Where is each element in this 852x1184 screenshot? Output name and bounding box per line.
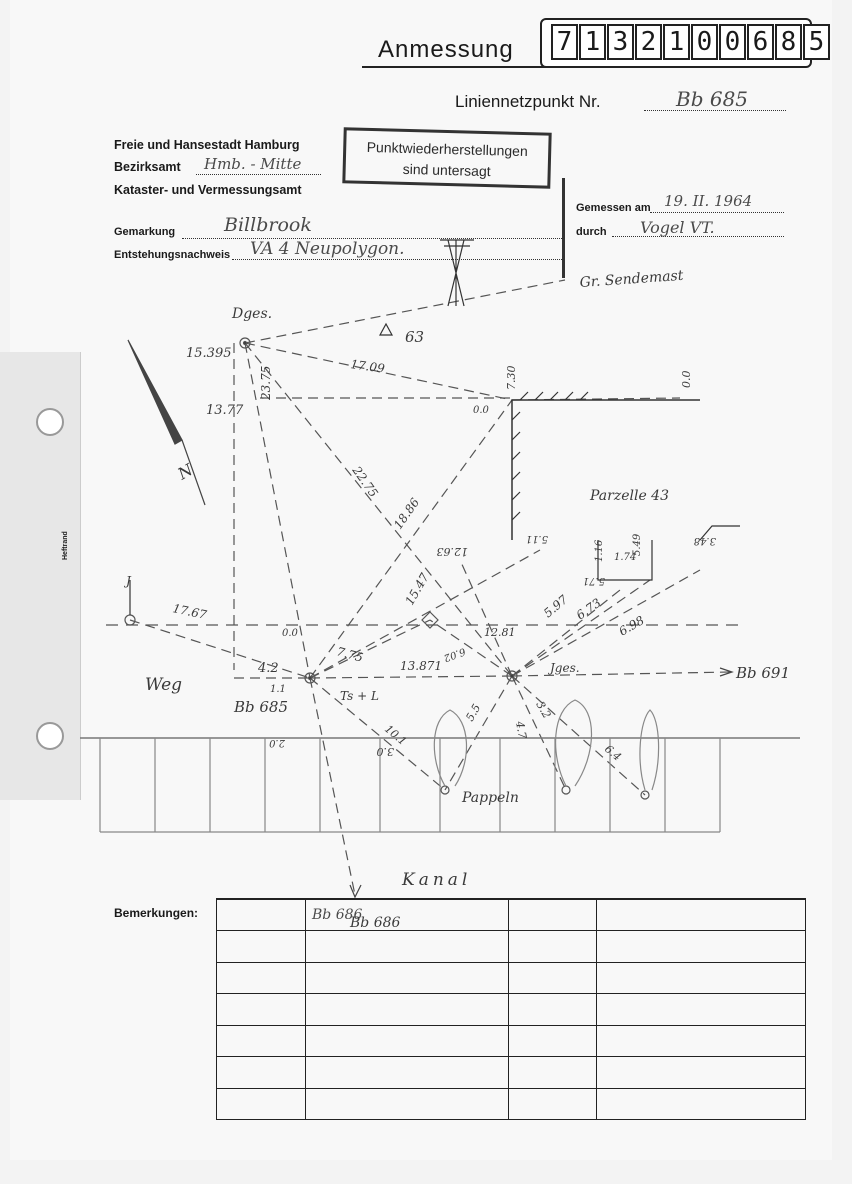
measure-20: 2.0	[269, 737, 285, 748]
ray-pappel-1b	[445, 676, 512, 790]
label-j: J	[126, 574, 131, 588]
remarks-label: Bemerkungen:	[114, 906, 199, 920]
office-line-1: Freie und Hansestadt Hamburg	[114, 138, 300, 152]
table-row	[217, 931, 806, 962]
table-cell	[306, 962, 509, 993]
poplar-tree-icon	[640, 710, 659, 790]
table-cell	[597, 899, 806, 931]
id-digit: 0	[691, 24, 718, 60]
table-cell	[597, 1025, 806, 1056]
gemessen-label: Gemessen am	[576, 202, 651, 214]
ray-1886	[310, 400, 512, 678]
table-cell: Bb 686	[306, 899, 509, 931]
parcel-hatch-left	[512, 412, 520, 520]
table-cell	[217, 1088, 306, 1119]
measure-571: 5.71	[582, 575, 605, 586]
id-digit: 1	[579, 24, 606, 60]
ray-pappel-3	[512, 676, 645, 795]
ray-698	[512, 570, 700, 676]
label-triangle-63: 63	[405, 328, 425, 346]
measure-775: 7.75	[335, 644, 365, 665]
measure-47: 4.7	[513, 720, 529, 740]
label-bb686: Bb 686	[350, 915, 401, 931]
label-sendemast: Gr. Sendemast	[579, 267, 684, 291]
measure-174: 1.74	[614, 552, 637, 563]
table-cell	[217, 931, 306, 962]
north-arrow-icon	[128, 340, 182, 444]
measure-13871: 13.871	[400, 659, 442, 673]
id-digit: 8	[775, 24, 802, 60]
durch-value: Vogel VT.	[640, 218, 715, 237]
triangle-point-icon	[380, 324, 392, 335]
measure-1767: 17.67	[171, 601, 208, 623]
entstehung-value: VA 4 Neupolygon.	[250, 239, 405, 259]
label-north: N	[174, 460, 197, 484]
table-cell	[597, 931, 806, 962]
poplar-tree-icon	[434, 710, 466, 786]
measure-348: 3.48	[693, 535, 716, 546]
id-digit: 6	[747, 24, 774, 60]
measure-00a: 0.0	[680, 370, 693, 388]
remarks-table	[216, 898, 806, 1120]
table-cell	[306, 1025, 509, 1056]
table-row	[217, 899, 806, 931]
measure-42: 4.2	[258, 661, 279, 676]
stamp-line-1: Punktwiederherstellungen	[366, 138, 528, 160]
id-digit: 0	[719, 24, 746, 60]
measure-1886: 18.86	[390, 495, 423, 532]
table-cell	[306, 931, 509, 962]
gemarkung-label: Gemarkung	[114, 226, 176, 238]
ray-13871	[310, 676, 512, 678]
label-jges: Jges.	[550, 661, 580, 675]
stamp-line-2: sind untersagt	[402, 160, 491, 180]
ray-dges-jges	[245, 343, 512, 676]
table-cell	[217, 1025, 306, 1056]
table-cell	[306, 1057, 509, 1088]
ray-dges-bb685	[245, 343, 310, 678]
measure-00c: 0.0	[282, 628, 298, 639]
measure-511: 5.11	[525, 533, 548, 544]
measure-597: 5.97	[540, 592, 571, 621]
table-row	[217, 962, 806, 993]
table-cell	[509, 994, 597, 1025]
measure-15395: 15.395	[186, 346, 232, 361]
ray-1547	[460, 560, 512, 676]
table-cell	[217, 1057, 306, 1088]
table-cell	[217, 899, 306, 931]
point-dges-center	[244, 342, 247, 345]
bezirksamt-value: Hmb. - Mitte	[204, 155, 302, 173]
table-cell	[509, 931, 597, 962]
point-bb685-center	[309, 677, 312, 680]
table-cell	[509, 1088, 597, 1119]
id-digit: 5	[803, 24, 830, 60]
table-row	[217, 1088, 806, 1119]
table-cell	[217, 994, 306, 1025]
measure-549: 5.49	[632, 533, 643, 556]
measure-673: 6.73	[573, 595, 604, 623]
table-cell	[306, 1088, 509, 1119]
label-ts: Ts + L	[340, 689, 379, 703]
ray-bb686	[310, 678, 355, 895]
label-kanal: Kanal	[402, 870, 472, 890]
table-cell	[217, 962, 306, 993]
measure-1709: 17.09	[349, 357, 386, 376]
entstehung-label: Entstehungsnachweis	[114, 249, 231, 261]
table-row	[217, 994, 806, 1025]
measure-1547: 15.47	[402, 570, 432, 608]
gemessen-value: 19. II. 1964	[664, 192, 753, 210]
id-digit: 3	[607, 24, 634, 60]
label-bb691: Bb 691	[736, 664, 791, 682]
table-cell	[306, 994, 509, 1025]
table-cell	[509, 899, 597, 931]
measure-55: 5.5	[463, 701, 484, 724]
ray-bb691	[512, 672, 730, 676]
measure-116: 1.16	[594, 539, 605, 562]
label-dges: Dges.	[232, 306, 273, 322]
measure-698: 6.98	[616, 613, 647, 639]
measure-1281: 12.81	[484, 626, 516, 639]
gemarkung-value: Billbrook	[224, 214, 312, 236]
label-weg: Weg	[145, 675, 183, 695]
point-number-label: Liniennetzpunkt Nr.	[455, 92, 601, 111]
measure-730: 7.30	[505, 365, 518, 390]
measure-11: 1.1	[270, 684, 286, 695]
table-row	[217, 1057, 806, 1088]
measure-32: 3.2	[533, 699, 554, 721]
durch-label: durch	[576, 226, 607, 238]
id-digit: 7	[551, 24, 578, 60]
table-cell	[509, 962, 597, 993]
bezirksamt-label: Bezirksamt	[114, 160, 181, 174]
id-digit: 1	[663, 24, 690, 60]
sendemast-icon	[440, 240, 474, 306]
table-cell	[597, 1088, 806, 1119]
label-parzelle: Parzelle 43	[590, 488, 669, 504]
measure-1377: 13.77	[206, 403, 244, 418]
table-cell	[509, 1025, 597, 1056]
measure-2375: 23.75	[259, 365, 273, 400]
measure-101: 10.1	[382, 722, 410, 749]
table-cell	[597, 994, 806, 1025]
tree-point-icon	[562, 786, 570, 794]
office-line-3: Kataster- und Vermessungsamt	[114, 183, 302, 197]
measure-64: 6.4	[602, 742, 624, 764]
label-pappeln: Pappeln	[462, 790, 519, 806]
table-row	[217, 1025, 806, 1056]
table-cell	[509, 1057, 597, 1088]
heftrand-label: Heftrand	[62, 531, 69, 560]
measure-602: 6.02	[442, 645, 467, 664]
measure-00b: 0.0	[473, 405, 489, 416]
id-digit: 2	[635, 24, 662, 60]
page-title: Anmessung	[378, 36, 514, 63]
arrow-bb686-icon	[350, 885, 361, 897]
measure-30: 3.0	[376, 745, 394, 758]
fence-posts	[100, 738, 720, 832]
point-jges-center	[511, 675, 514, 678]
point-number-value: Bb 685	[676, 87, 749, 111]
label-bb685: Bb 685	[234, 698, 289, 716]
measure-2275: 22.75	[349, 463, 381, 500]
table-cell	[597, 1057, 806, 1088]
table-cell	[597, 962, 806, 993]
measure-1263: 12.63	[436, 545, 468, 558]
